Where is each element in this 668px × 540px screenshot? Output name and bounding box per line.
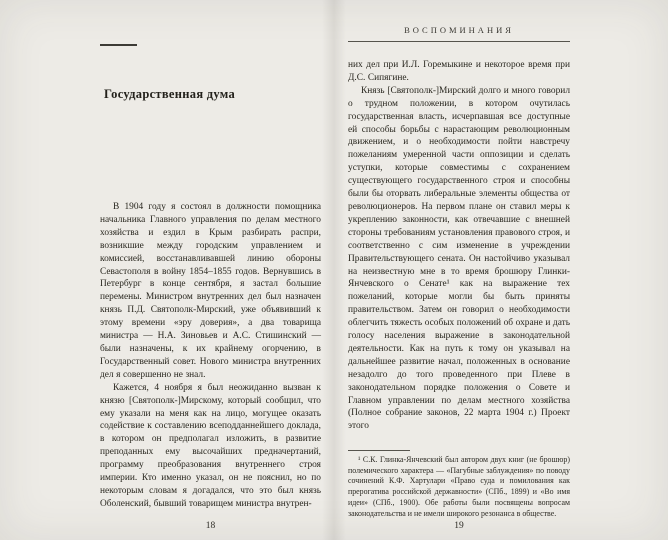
paragraph: Кажется, 4 ноября я был неожиданно вызван к князю [Святополк-]Мирскому, который сообщил, что ему указали на меня как на лицо, могущее оказать содействие к составлению всеподданнейшего доклада, в котором он предполагал изложить, в развитие преподанных ему высочайших предначертаний, программу преобразования внутреннего строя империи. Кто именно указал, он не пояснил, но по некоторым словам я догадался, что это был князь Оболенский, бывший товарищем министра внутрен- (100, 382, 321, 509)
page-number-right: 19 (454, 521, 464, 531)
page-right (334, 0, 668, 540)
footnote-block (348, 450, 570, 519)
chapter-opening-rule (100, 44, 137, 46)
running-head: ВОСПОМИНАНИЯ (404, 25, 514, 35)
footnote-text: ¹ С.К. Глинка-Янчевский был автором двух книг (не брошюр) полемического характера — «Пагубные заблуждения» по поводу сочинений К.Ф. Хартулари «Право суда и помилования как прерогатива российской державности» (СПб., 1899) и «Во имя идеи» (СПб., 1900). Обе работы были посвящены вопросам законодательства и не имели широкого резонанса в обществе. (348, 455, 570, 518)
right-page-text-block (348, 59, 570, 433)
running-head-rule (348, 41, 570, 42)
paragraph: В 1904 году я состоял в должности помощника начальника Главного управления по делам местного хозяйства и ездил в Крым разбирать распри, возникшие между городским управлением и комиссией, восстанавливавшей линию обороны Севастополя в войну 1854–1855 годов. Вернувшись в Петербург в конце сентября, я застал большие перемены. Министром внутренних дел был назначен князь П.Д. Святополк-Мирский, уже объявивший к этому времени «эру доверия», а два товарища министра — Н.А. Зиновьев и А.С. Стишинский — были назначены, к их крайнему огорчению, в Государственный совет. Нового министра внутренних дел я совершенно не знал. (100, 202, 321, 380)
page-number-left: 18 (205, 521, 216, 531)
left-page-text-block (100, 201, 321, 511)
footnote-rule (348, 450, 410, 451)
paragraph: Князь [Святополк-]Мирский долго и много говорил о трудном положении, в котором очутилась государственная власть, исчерпавшая все доступные ей способы борьбы с нарастающим революционным движением, и о необходимости пойти навстречу пожеланиям умеренной части оппозиции и сделать уступки, которые совместимы с сохранением существующего государственного строя и способны были бы оторвать либеральные элементы общества от революционеров. На первом плане он ставил меры к укреплению законности, как отвечавшие с внешней стороны требованиям установления правового строя, и соответственно с сим изменение в учреждении Правительствующего сената. Он настойчиво указывал на неизвестную мне в то время брошюру Глинки-Янчевского о Сенате¹ как на выражение тех пожеланий, которые могли бы быть приняты правительством. Затем он говорил о необходимости облегчить тяжесть особых положений об охране и дать голосу населения выражение в законодательной деятельности. Как на путь к тому он указывал на дальнейшее развитие начал, положенных в основание незадолго до того проведенного при Плеве в законодательном порядке положения о Совете и Главном управлении по делам местного хозяйства (Полное собрание законов, 22 марта 1904 г.) Проект этого (348, 85, 570, 432)
chapter-title: Государственная дума (104, 87, 236, 101)
paragraph: них дел при И.Л. Горемыкине и некоторое время при Д.С. Сипягине. (348, 60, 570, 83)
